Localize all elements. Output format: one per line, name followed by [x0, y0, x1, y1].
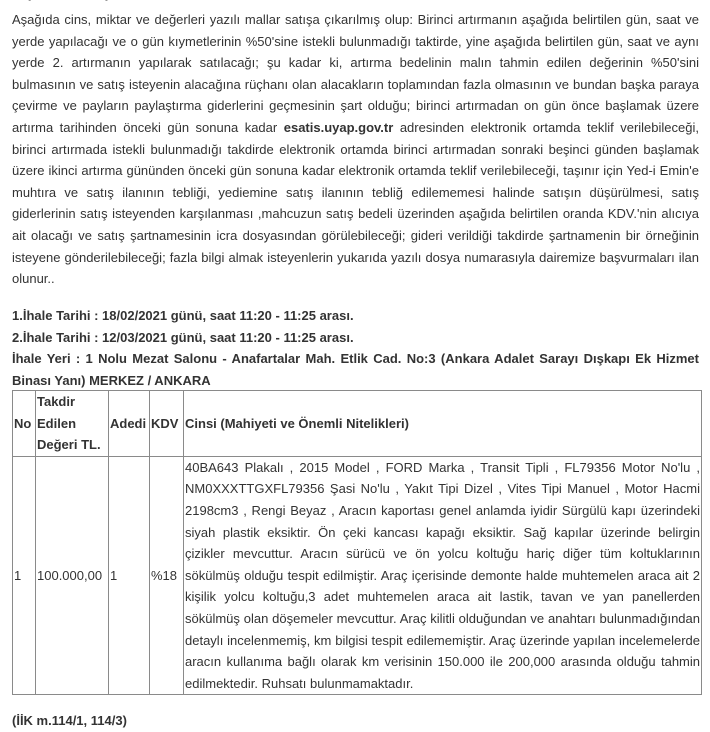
notice-title — [12, 0, 200, 5]
header-vat: KDV — [150, 391, 184, 457]
notice-text-part2: adresinden elektronik ortamda teklif verilebileceği, birinci artırmada istekli bulunmadığı takdirde elektronik ortamda birinci artırmadan sonraki beşinci günden başlamak üzere ikinci artırma gününden önceki gün sonuna kadar elektronik ortamda teklif verilebileceği, taşınır için Yed-i Emin'e muhtıra ve satış ilanının tebliği, yediemine satış ilanının tebliğ edilememesi halinde satışın düşürülmesi, satış giderlerinin satış isteyenden karşılanması ,mahcuzun satış bedeli üzerinden aşağıda belirtilen oranda KDV.'nin alıcıya ait olacağı ve satış şartnamesinin icra dosyasından görülebileceği; gideri verildiği takdirde şartnamenin bir örneğinin isteyene gönderilebileceği; fazla bilgi almak isteyenlerin yukarıda yazılı dosya numarasıyla dairemize başvurmaları ilan olunur.. — [12, 119, 699, 287]
first-auction-date: 1.İhale Tarihi : 18/02/2021 günü, saat 11:20 - 11:25 arası. — [12, 308, 354, 323]
esatis-link[interactable]: esatis.uyap.gov.tr — [283, 119, 394, 135]
table-header-row — [13, 391, 702, 457]
cell-vat: %18 — [150, 456, 184, 695]
cell-value: 100.000,00 — [36, 456, 109, 695]
second-auction-date: 2.İhale Tarihi : 12/03/2021 günü, saat 11:20 - 11:25 arası. — [12, 329, 354, 345]
header-value: Takdir Edilen Değeri TL. — [36, 391, 109, 457]
notice-text-part1: Aşağıda cins, miktar ve değerleri yazılı mallar satışa çıkarılmış olup: Birinci artırmanın aşağıda belirtilen gün, saat ve yerde yapılacağı ve o gün kıymetlerinin %50'sine istekli bulunmadığı taktirde, yine aşağıda belirtilen gün, saat ve aynı yerde 2. artırmanın yapılarak satılacağı; şu kadar ki, artırma bedelinin malın tahmin edilen değerinin %50'sini bulmasının ve satış isteyenin alacağına rüçhanı olan alacakların toplamından fazla olmasının ve bundan başka paraya çevirme ve payların paylaştırma giderlerini geçmesinin şart olduğu; birinci artırmadan on gün önce başlamak üzere artırma tarihinden önceki gün sonuna kadar — [12, 12, 699, 135]
table-row — [13, 456, 702, 695]
auction-info — [12, 305, 699, 391]
cell-quantity: 1 — [109, 456, 150, 695]
header-description: Cinsi (Mahiyeti ve Önemli Nitelikleri) — [184, 391, 702, 457]
cell-description: 40BA643 Plakalı , 2015 Model , FORD Marka , Transit Tipli , FL79356 Motor No'lu , NM0XXXTTGXFL79356 Şasi No'lu , Yakıt Tipi Dizel , Vites Tipi Manuel , Motor Hacmi 2198cm3 , Rengi Beyaz , Aracın kaportası genel anlamda iyidir Sürgülü kapı üzerindeki siyah plastik eksiktir. Ön çeki kancası kapağı eksiktir. Sağ kapılar üzerinde belirgin çizikler mevcuttur. Aracın sürücü ve ön yolcu koltuğu hariç diğer tüm koltuklarının sökülmüş olduğu tespit edilmiştir. Araç içerisinde demonte halde muhtemelen araca ait 2 kişilik yolcu koltuğu,3 adet muhtemelen araca ait lastik, tavan ve yan panellerden sökülmüş olan döşemeler mevcuttur. Araç kilitli olduğundan ve anahtarı bulunmadığından detaylı incelenmemiş, km bilgisi tespit edilememiştir. Araç üzerinde yapılan incelemelerde aracın kullanıma bağlı olarak km verisinin 150.000 ile 200,000 arasında olduğu tahmin edilmektedir. Ruhsatı bulunmamaktadır. — [184, 456, 702, 695]
items-table — [12, 390, 702, 695]
cell-no: 1 — [13, 456, 36, 695]
auction-location: İhale Yeri : 1 Nolu Mezat Salonu - Anafartalar Mah. Etlik Cad. No:3 (Ankara Adalet Sarayı Dışkapı Ek Hizmet Binası Yanı) MERKEZ / ANKARA — [12, 351, 699, 388]
legal-reference: (İİK m.114/1, 114/3) — [12, 713, 127, 728]
header-no: No — [13, 391, 36, 457]
header-quantity: Adedi — [109, 391, 150, 457]
notice-body — [12, 9, 699, 290]
